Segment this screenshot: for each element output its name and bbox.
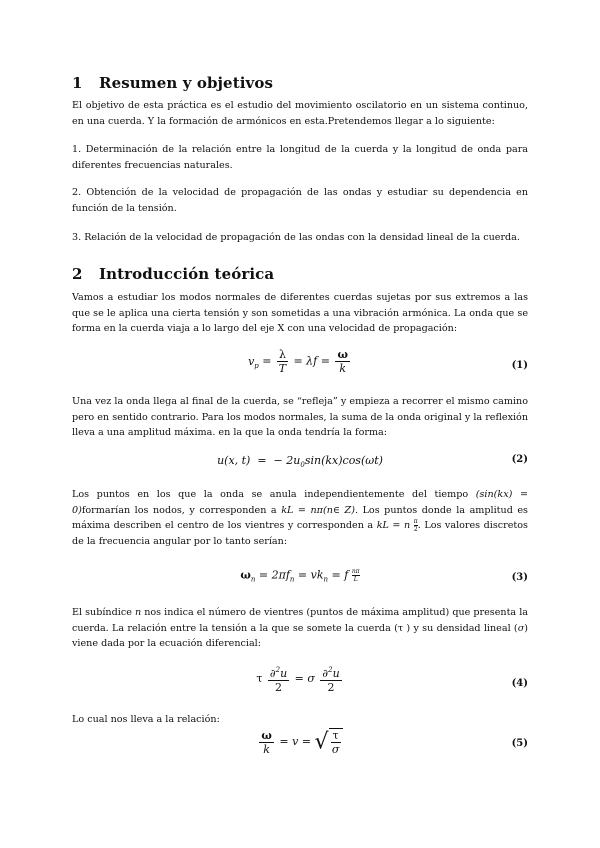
- inline-math: σ: [517, 622, 525, 634]
- equation-number: (5): [511, 738, 528, 749]
- equation-number: (2): [511, 454, 528, 465]
- equation-2: u(x, t) = − $2u_0\sin(kx)\cos(\omega t)$ (2): [217, 454, 528, 469]
- equation-number: (3): [511, 572, 528, 583]
- text-segment: formarían los nodos, y corresponden a: [81, 504, 277, 516]
- equation-1: $v_p$ = $\frac{\lambda}{T}$ = λf = $\frac{\omega}{k}$ (1): [248, 348, 528, 375]
- section-title: Introducción teórica: [99, 265, 275, 283]
- section-1-heading: [72, 74, 273, 92]
- equation-3: $\omega_n = 2\pi f_n = vk_n = f$ $\frac{n\pi}{L}$ (3): [240, 568, 528, 584]
- equation-number: (1): [511, 360, 528, 371]
- equation-number: (4): [511, 678, 528, 689]
- inline-math: (sin(kx) = 0): [72, 489, 528, 516]
- inline-math: kL = n: [376, 520, 411, 532]
- paragraph: Vamos a estudiar los modos normales de diferentes cuerdas sujetas por sus extremos a las que se le aplica una cierta tensión y son sometidas a una vibración armónica. La onda que se forma en la cuerda viaja a lo largo del eje X con una velocidad de propagación:: [72, 292, 528, 335]
- paragraph: Lo cual nos lleva a la relación:: [72, 714, 220, 725]
- section-title: Resumen y objetivos: [99, 74, 273, 92]
- section-number: 2: [72, 265, 83, 283]
- text-segment: El subíndice: [72, 607, 132, 618]
- inline-math: kL = nπ(n∈ Z): [281, 504, 355, 516]
- section-2-heading: [72, 265, 274, 283]
- text-segment: . Los valores discretos de la frecuencia angular por lo tanto serían:: [72, 520, 528, 547]
- objective-1: 1. Determinación de la relación entre la longitud de la cuerda y la longitud de onda para diferentes frecuencias naturales.: [72, 144, 528, 171]
- objective-3: 3. Relación de la velocidad de propagación de las ondas con la densidad lineal de la cuerda.: [72, 232, 520, 243]
- paragraph: Una vez la onda llega al final de la cuerda, se “refleja” y empieza a recorrer el mismo camino pero en sentido contrario. Para los modos normales, la suma de la onda original y la reflexión lleva a una amplitud máxima. en la que la onda tendría la forma:: [72, 396, 528, 439]
- objective-2: 2. Obtención de la velocidad de propagación de las ondas y estudiar su dependencia en función de la tensión.: [72, 187, 528, 214]
- section-number: 1: [72, 74, 83, 92]
- equation-5: $\frac{\omega}{k}$ = v = √ $\frac{\tau}{\sigma}$ (5): [261, 728, 528, 756]
- paragraph: Los puntos en los que la onda se anula independientemente del tiempo (sin(kx) = 0)formarían los nodos, y corresponden a kL = nπ(n∈ Z). Los puntos donde la amplitud es máxima describen el centro de los vientres y corresponden a kL = n $\frac{\pi}{2}$. Los valores discretos de la frecuencia angular por lo tanto serían:: [72, 489, 528, 547]
- paragraph: [72, 605, 528, 652]
- paragraph: El objetivo de esta práctica es el estudio del movimiento oscilatorio en un sistema continuo, en una cuerda. Y la formación de armónicos en esta.Pretendemos llegar a lo siguiente:: [72, 100, 528, 127]
- text-segment: . Los puntos donde la amplitud es máxima describen el centro de los vientres y corresponden a: [72, 504, 528, 532]
- text-segment: nos indica el número de vientres (puntos de máxima amplitud) que presenta la cuerda. La relación entre la tensión a la que se somete la cuerda (τ ) y su densidad lineal (: [72, 607, 528, 634]
- equation-4: τ $\frac{\partial^2u}{2}$ = σ $\frac{\partial^2u}{2}$ (4): [256, 666, 528, 694]
- inline-math: n: [134, 607, 142, 618]
- text-segment: Los puntos en los que la onda se anula independientemente del tiempo: [72, 489, 469, 500]
- text-segment: ) viene dada por la ecuación diferencial:: [72, 622, 528, 650]
